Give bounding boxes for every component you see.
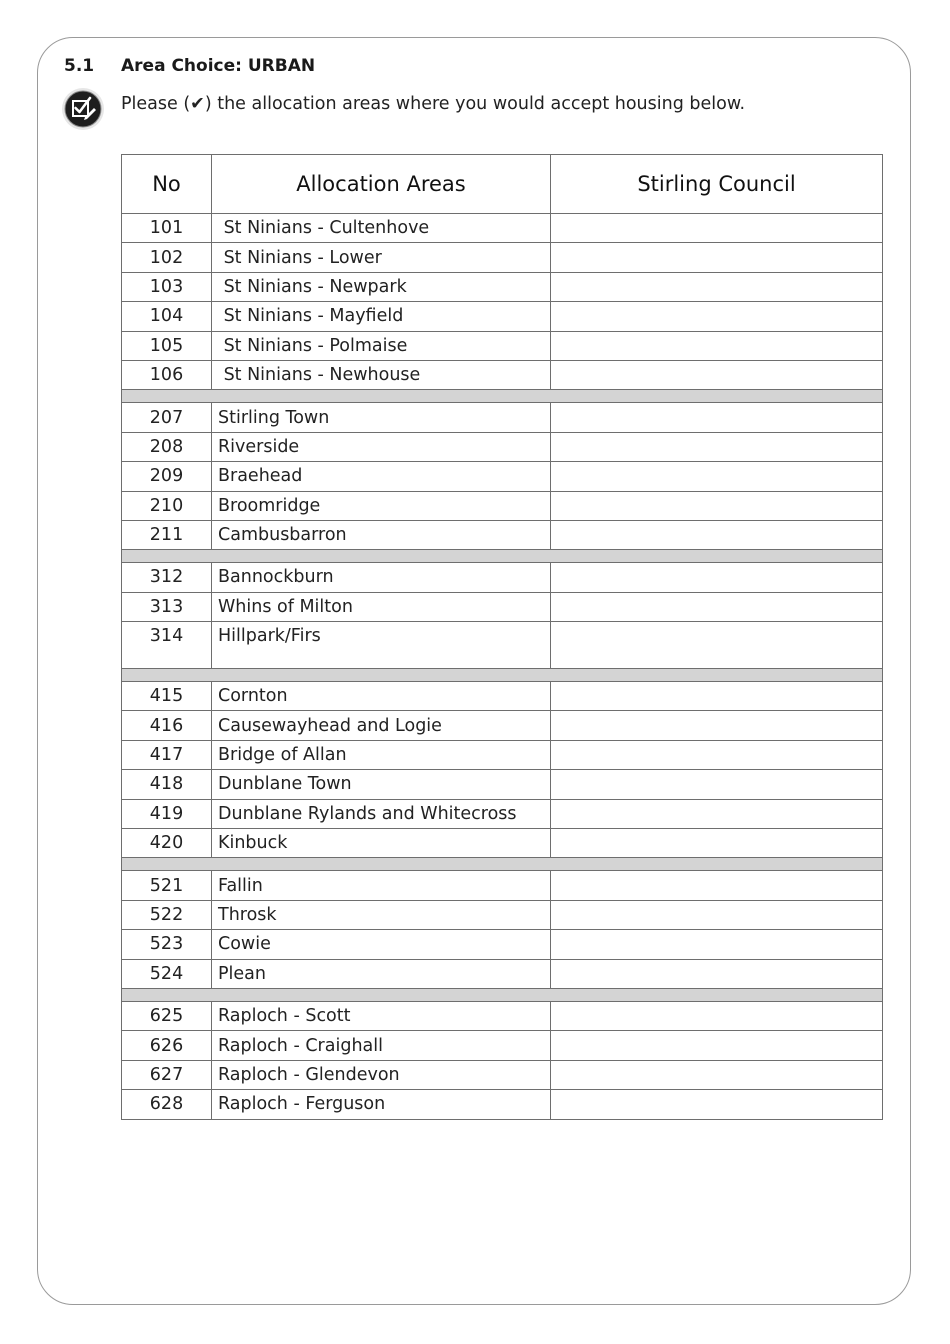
area-number: 105 xyxy=(122,331,212,360)
table-row xyxy=(122,770,883,799)
table-row xyxy=(122,740,883,769)
table-row xyxy=(122,563,883,592)
stirling-council-tick-cell[interactable] xyxy=(551,272,883,301)
area-number: 211 xyxy=(122,520,212,549)
area-number: 625 xyxy=(122,1001,212,1030)
stirling-council-tick-cell[interactable] xyxy=(551,829,883,858)
table-row xyxy=(122,1001,883,1030)
area-name: Dunblane Rylands and Whitecross xyxy=(212,799,551,828)
area-name: St Ninians - Lower xyxy=(212,243,551,272)
area-number: 210 xyxy=(122,491,212,520)
stirling-council-tick-cell[interactable] xyxy=(551,1060,883,1089)
table-row xyxy=(122,682,883,711)
area-number: 207 xyxy=(122,403,212,432)
area-name: Raploch - Glendevon xyxy=(212,1060,551,1089)
stirling-council-tick-cell[interactable] xyxy=(551,682,883,711)
area-name: Throsk xyxy=(212,900,551,929)
area-number: 312 xyxy=(122,563,212,592)
stirling-council-tick-cell[interactable] xyxy=(551,214,883,243)
area-name: Dunblane Town xyxy=(212,770,551,799)
table-row xyxy=(122,360,883,389)
table-row xyxy=(122,491,883,520)
area-number: 102 xyxy=(122,243,212,272)
area-number: 521 xyxy=(122,871,212,900)
area-number: 314 xyxy=(122,622,212,669)
stirling-council-tick-cell[interactable] xyxy=(551,622,883,669)
area-number: 523 xyxy=(122,930,212,959)
table-row xyxy=(122,331,883,360)
area-number: 524 xyxy=(122,959,212,988)
area-name: Raploch - Ferguson xyxy=(212,1090,551,1119)
header-no: No xyxy=(122,155,212,214)
stirling-council-tick-cell[interactable] xyxy=(551,711,883,740)
area-name: Raploch - Scott xyxy=(212,1001,551,1030)
stirling-council-tick-cell[interactable] xyxy=(551,959,883,988)
area-name: St Ninians - Newpark xyxy=(212,272,551,301)
group-separator xyxy=(122,669,883,682)
group-separator xyxy=(122,988,883,1001)
area-number: 416 xyxy=(122,711,212,740)
table-row xyxy=(122,403,883,432)
area-number: 626 xyxy=(122,1031,212,1060)
table-row xyxy=(122,520,883,549)
area-number: 106 xyxy=(122,360,212,389)
stirling-council-tick-cell[interactable] xyxy=(551,432,883,461)
stirling-council-tick-cell[interactable] xyxy=(551,1001,883,1030)
area-number: 628 xyxy=(122,1090,212,1119)
section-title: Area Choice: URBAN xyxy=(121,56,316,76)
stirling-council-tick-cell[interactable] xyxy=(551,462,883,491)
stirling-council-tick-cell[interactable] xyxy=(551,520,883,549)
table-header-row xyxy=(122,155,883,214)
area-name: Stirling Town xyxy=(212,403,551,432)
table-row xyxy=(122,1060,883,1089)
area-name: St Ninians - Polmaise xyxy=(212,331,551,360)
table-row xyxy=(122,622,883,669)
table-row xyxy=(122,930,883,959)
table-row xyxy=(122,214,883,243)
stirling-council-tick-cell[interactable] xyxy=(551,563,883,592)
stirling-council-tick-cell[interactable] xyxy=(551,770,883,799)
table-row xyxy=(122,592,883,621)
stirling-council-tick-cell[interactable] xyxy=(551,1090,883,1119)
area-number: 418 xyxy=(122,770,212,799)
area-name: Whins of Milton xyxy=(212,592,551,621)
stirling-council-tick-cell[interactable] xyxy=(551,243,883,272)
area-name: St Ninians - Newhouse xyxy=(212,360,551,389)
group-separator xyxy=(122,858,883,871)
stirling-council-tick-cell[interactable] xyxy=(551,1031,883,1060)
area-name: Cowie xyxy=(212,930,551,959)
table-row xyxy=(122,799,883,828)
stirling-council-tick-cell[interactable] xyxy=(551,331,883,360)
allocation-areas-table xyxy=(121,154,883,1120)
area-name: Braehead xyxy=(212,462,551,491)
header-stirling-council: Stirling Council xyxy=(551,155,883,214)
instruction-text: Please (✔) the allocation areas where you would accept housing below. xyxy=(121,94,746,114)
stirling-council-tick-cell[interactable] xyxy=(551,740,883,769)
table-row xyxy=(122,959,883,988)
area-number: 209 xyxy=(122,462,212,491)
stirling-council-tick-cell[interactable] xyxy=(551,360,883,389)
table-row xyxy=(122,871,883,900)
area-name: St Ninians - Mayfield xyxy=(212,302,551,331)
stirling-council-tick-cell[interactable] xyxy=(551,900,883,929)
table-row xyxy=(122,829,883,858)
area-number: 522 xyxy=(122,900,212,929)
table-row xyxy=(122,462,883,491)
area-name: Cornton xyxy=(212,682,551,711)
area-name: Kinbuck xyxy=(212,829,551,858)
table-row xyxy=(122,900,883,929)
stirling-council-tick-cell[interactable] xyxy=(551,491,883,520)
group-separator xyxy=(122,550,883,563)
stirling-council-tick-cell[interactable] xyxy=(551,930,883,959)
area-number: 313 xyxy=(122,592,212,621)
section-number: 5.1 xyxy=(64,56,95,76)
area-number: 208 xyxy=(122,432,212,461)
area-number: 101 xyxy=(122,214,212,243)
checkbox-pen-icon xyxy=(61,87,105,131)
area-name: Fallin xyxy=(212,871,551,900)
stirling-council-tick-cell[interactable] xyxy=(551,871,883,900)
stirling-council-tick-cell[interactable] xyxy=(551,592,883,621)
area-name: St Ninians - Cultenhove xyxy=(212,214,551,243)
area-name: Bannockburn xyxy=(212,563,551,592)
area-number: 627 xyxy=(122,1060,212,1089)
area-name: Plean xyxy=(212,959,551,988)
area-number: 417 xyxy=(122,740,212,769)
area-number: 419 xyxy=(122,799,212,828)
table-row xyxy=(122,432,883,461)
table-row xyxy=(122,1090,883,1119)
stirling-council-tick-cell[interactable] xyxy=(551,799,883,828)
table-row xyxy=(122,711,883,740)
table-row xyxy=(122,272,883,301)
area-name: Bridge of Allan xyxy=(212,740,551,769)
table-row xyxy=(122,302,883,331)
group-separator xyxy=(122,390,883,403)
area-name: Cambusbarron xyxy=(212,520,551,549)
area-number: 420 xyxy=(122,829,212,858)
header-allocation-areas: Allocation Areas xyxy=(212,155,551,214)
area-number: 104 xyxy=(122,302,212,331)
area-name: Causewayhead and Logie xyxy=(212,711,551,740)
area-name: Hillpark/Firs xyxy=(212,622,551,669)
area-name: Riverside xyxy=(212,432,551,461)
table-row xyxy=(122,1031,883,1060)
area-name: Raploch - Craighall xyxy=(212,1031,551,1060)
area-number: 415 xyxy=(122,682,212,711)
table-row xyxy=(122,243,883,272)
area-number: 103 xyxy=(122,272,212,301)
area-name: Broomridge xyxy=(212,491,551,520)
stirling-council-tick-cell[interactable] xyxy=(551,302,883,331)
stirling-council-tick-cell[interactable] xyxy=(551,403,883,432)
